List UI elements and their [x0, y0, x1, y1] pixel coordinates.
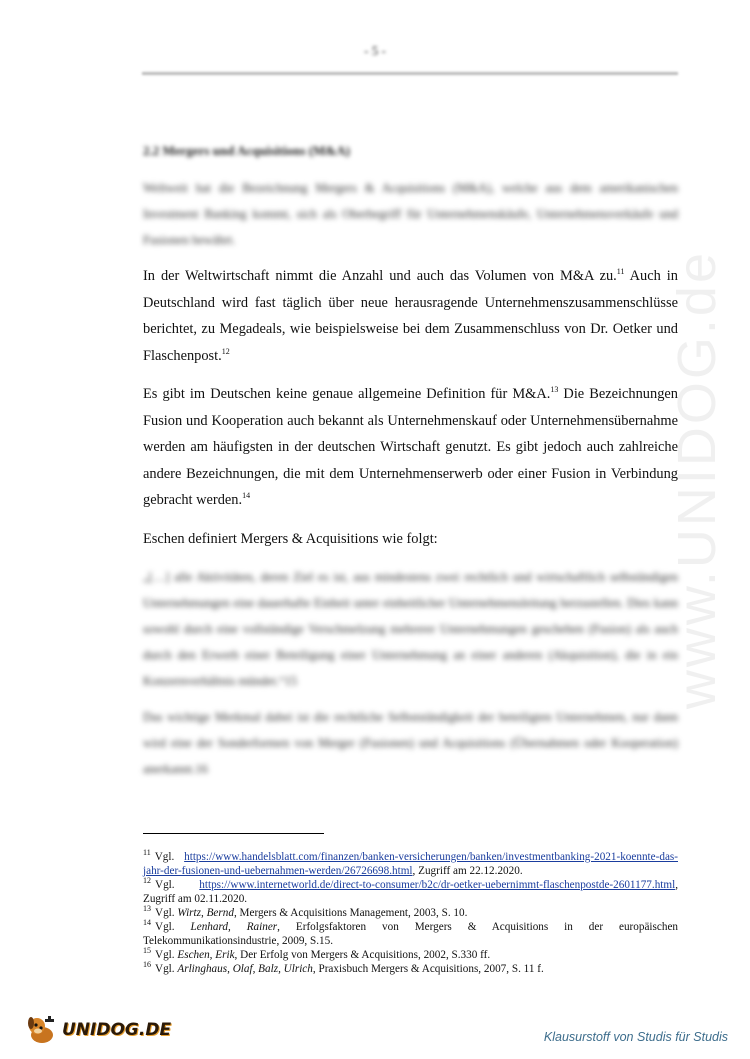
footnote-suffix: , Zugriff am 02.11.2020. — [143, 879, 678, 905]
header-rule — [142, 72, 678, 75]
watermark-text: www.UNIDOG.de — [667, 250, 727, 710]
footnote-number: 13 — [143, 904, 151, 914]
paragraph-2-text: Es gibt im Deutschen keine genaue allgemeine Definition für M&A. — [143, 386, 551, 402]
paragraph-2 — [143, 381, 678, 514]
unidog-logo[interactable] — [25, 1015, 171, 1045]
footnote-number: 11 — [143, 848, 151, 858]
footnote-author: Wirtz, Bernd — [177, 907, 234, 919]
footnote-link[interactable]: https://www.internetworld.de/direct-to-consumer/b2c/dr-oetker-uebernimmt-flaschenpostde-2601177.html — [199, 879, 676, 891]
footnote-author: Arlinghaus, Olaf, Balz, Ulrich — [177, 963, 313, 975]
page-number: - 5 - — [364, 43, 386, 58]
footnote-separator — [143, 833, 324, 834]
footnote-prefix: Vgl. — [155, 907, 178, 919]
footnote-number: 12 — [143, 876, 151, 886]
paragraph-3: Eschen definiert Mergers & Acquisitions wie folgt: — [143, 530, 438, 547]
footnote-prefix: Vgl. — [155, 921, 191, 933]
footnote-rest: , Erfolgsfaktoren von Mergers & Acquisitions in der europäischen Telekommunikationsindustrie, 2009, S.15. — [143, 921, 679, 947]
footnote-ref-13[interactable]: 13 — [550, 385, 559, 395]
footnote-ref-12[interactable]: 12 — [221, 346, 230, 356]
footnote-16 — [143, 962, 678, 976]
main-content — [143, 143, 678, 792]
paragraph-4-blurred: Das wichtige Merkmal dabei ist die rechtliche Selbstständigkeit der beteiligten Unternehmen, nur dann wird eine der Sonderformen von Merger (Fusionen) und Acquisitions (Übernahmen oder Kooperation) anerkannt.16 — [143, 710, 678, 776]
footnote-ref-14[interactable]: 14 — [242, 491, 251, 501]
footnote-author: Eschen, Erik — [177, 949, 235, 961]
footnote-prefix: Vgl. — [155, 963, 178, 975]
footnote-number: 14 — [143, 918, 151, 928]
footnote-rest: , Praxisbuch Mergers & Acquisitions, 2007, S. 11 f. — [312, 963, 544, 975]
quote-blurred: „[…] alle Aktivitäten, deren Ziel es ist, aus mindestens zwei rechtlich und wirtschaftlich selbständigen Unternehmungen eine dauerhafte Einheit unter einheitlicher Unternehmensleitung herzustellen. Dies kann sowohl durch eine vollständige Verschmelzung mehrerer Unternehmungen geschehen (Fusion) als auch durch den Erwerb einer Beteiligung einer Unternehmung an einer anderen (Akquisition), die in ein Konzernverhältnis mündet.“15 — [143, 570, 678, 688]
footnote-prefix: Vgl. — [154, 851, 185, 863]
footnote-prefix: Vgl. — [155, 879, 200, 891]
footnote-12 — [143, 878, 678, 906]
logo-text: UNIDOG.DE — [62, 1020, 172, 1040]
intro-paragraph-blurred: Weltweit hat die Bezeichnung Mergers & Acquisitions (M&A), welche aus dem amerikanischen Investment Banking kommt, sich als Oberbegriff für Unternehmenskäufe, Unternehmensverkäufe und Fusionen bewährt. — [143, 181, 678, 247]
footnote-suffix: , Zugriff am 22.12.2020. — [412, 865, 523, 877]
dog-mascot-icon — [25, 1015, 59, 1045]
section-heading: 2.2 Mergers und Acquisitions (M&A) — [143, 143, 350, 158]
paragraph-1-text-continued: Auch in Deutschland wird fast täglich über neue herausragende Unternehmenszusammenschlüsse berichtet, zu Megadeals, wie beispielsweise bei dem Zusammenschluss von Dr. Oetker und Flaschenpost. — [143, 268, 678, 364]
footnote-14 — [143, 920, 678, 948]
tagline: Klausurstoff von Studis für Studis — [543, 1030, 728, 1044]
footnote-13 — [143, 906, 678, 920]
footnote-11 — [143, 850, 678, 878]
footnotes — [143, 850, 678, 976]
footnote-number: 16 — [143, 960, 151, 970]
paragraph-1 — [143, 263, 678, 369]
footnote-15 — [143, 948, 678, 962]
footnote-prefix: Vgl. — [155, 949, 178, 961]
footnote-rest: , Mergers & Acquisitions Management, 2003, S. 10. — [233, 907, 468, 919]
footnote-link[interactable]: https://www.handelsblatt.com/finanzen/banken-versicherungen/banken/investmentbanking-2021-koennte-das-jahr-der-fusionen-und-uebernahmen-werden/26726698.html — [143, 851, 678, 877]
footnote-number: 15 — [143, 946, 151, 956]
paragraph-1-text: In der Weltwirtschaft nimmt die Anzahl und auch das Volumen von M&A zu. — [143, 268, 617, 284]
footnote-ref-11[interactable]: 11 — [616, 267, 625, 277]
footnote-author: Lenhard, Rainer — [190, 921, 278, 933]
footnote-rest: , Der Erfolg von Mergers & Acquisitions, 2002, S.330 ff. — [234, 949, 491, 961]
paragraph-2-text-continued: Die Bezeichnungen Fusion und Kooperation auch bekannt als Unternehmenskauf oder Unternehmensübernahme werden am häufigsten in der deutschen Wirtschaft genutzt. Es gibt jedoch auch zahlreiche andere Bezeichnungen, die mit dem Unternehmenserwerb oder einer Fusion in Verbindung gebracht werden. — [143, 386, 678, 508]
